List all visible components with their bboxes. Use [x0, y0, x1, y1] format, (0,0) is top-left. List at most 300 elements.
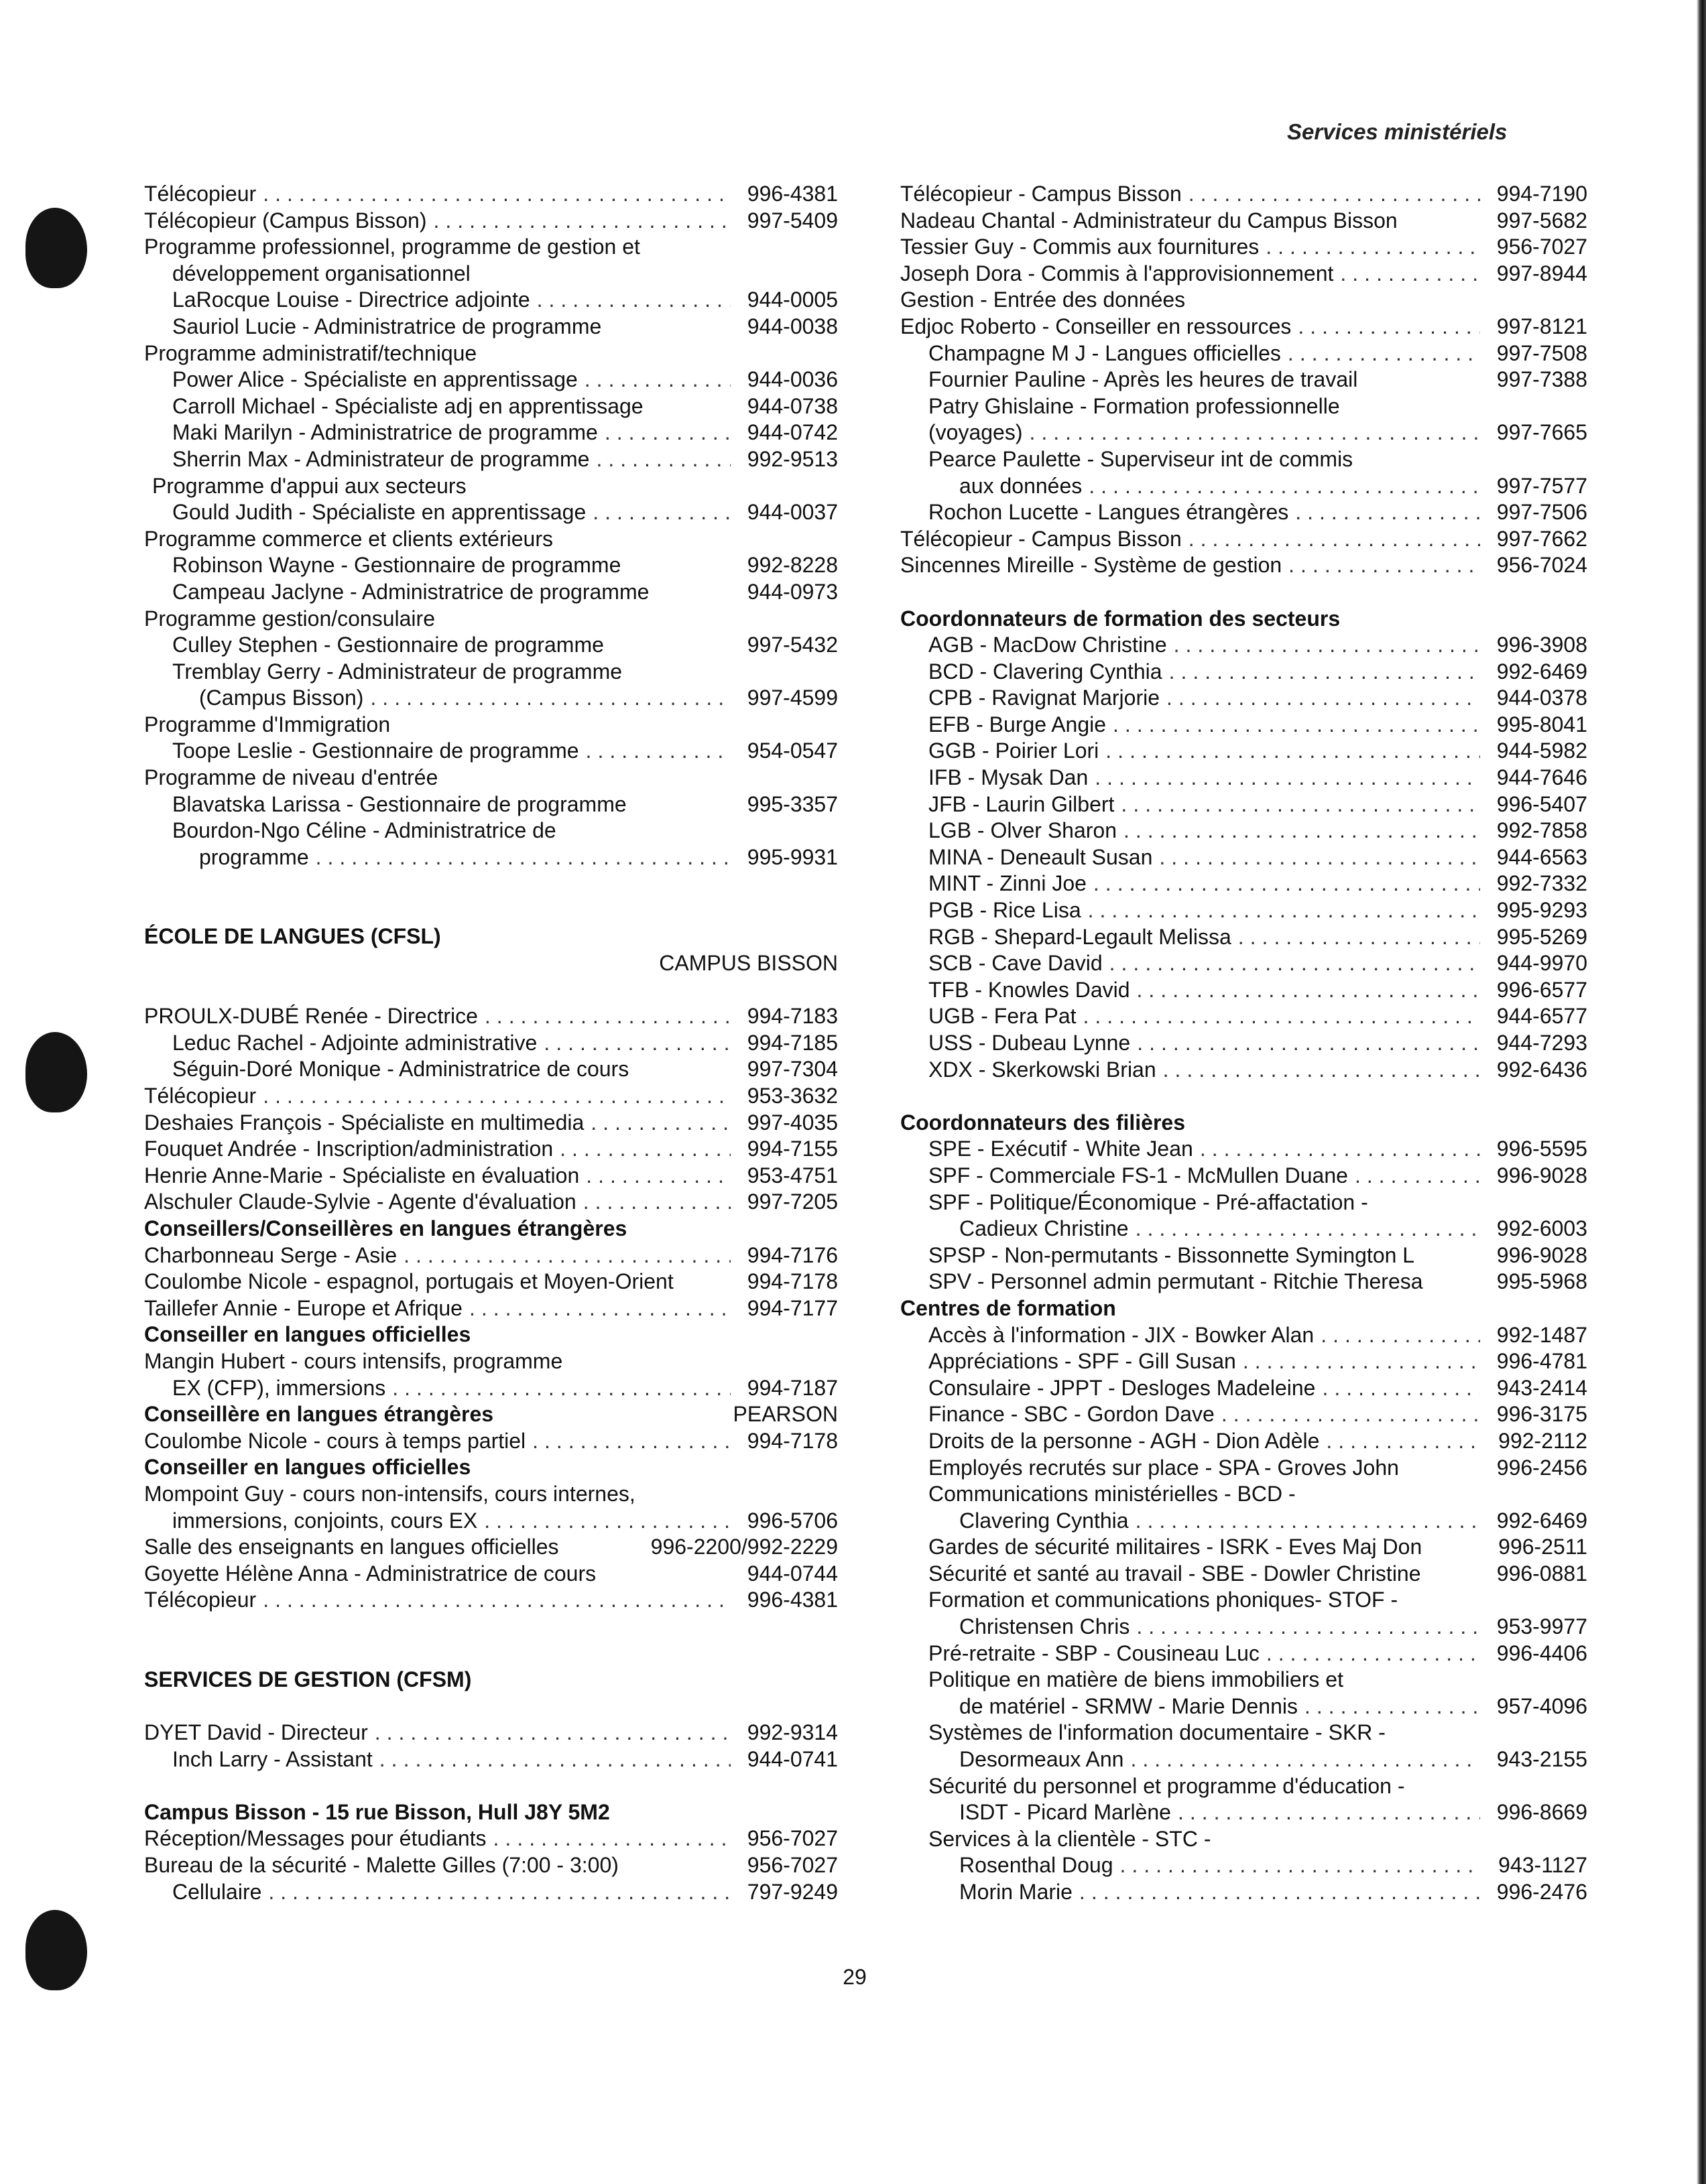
- entry-label: programme: [199, 844, 309, 869]
- entry-label: Centres de formation: [900, 1295, 1116, 1320]
- entry-label: Formation et communications phoniques- STOF -: [928, 1588, 1398, 1612]
- directory-entry: [144, 1746, 838, 1773]
- phone-number: 953-3632: [747, 1084, 838, 1108]
- directory-entry: [900, 367, 1587, 393]
- directory-entry: [900, 1322, 1587, 1349]
- phone-number: 944-6577: [1496, 1004, 1587, 1029]
- phone-number: 994-7177: [747, 1295, 838, 1320]
- directory-entry: [900, 1057, 1587, 1084]
- entry-label: Séguin-Doré Monique - Administratrice de cours: [172, 1057, 629, 1082]
- entry-label: Politique en matière de biens immobiliers et: [928, 1667, 1343, 1692]
- phone-number: 944-0378: [1496, 686, 1587, 710]
- phone-number: 992-6469: [1496, 1508, 1587, 1533]
- entry-label: Gardes de sécurité militaires - ISRK - Eves Maj Don: [928, 1535, 1422, 1559]
- entry-label: Taillefer Annie - Europe et Afrique: [144, 1295, 463, 1320]
- entry-label: Clavering Cynthia: [959, 1508, 1129, 1533]
- phone-number: 996-2200/992-2229: [650, 1535, 838, 1559]
- directory-entry: [900, 632, 1587, 659]
- phone-number: 996-3175: [1496, 1402, 1587, 1427]
- entry-label: Programme administratif/technique: [144, 340, 477, 365]
- section-heading: [900, 1110, 1587, 1137]
- directory-entry: [900, 924, 1587, 951]
- dot-leader: [583, 1189, 731, 1216]
- directory-entry: [900, 1481, 1587, 1508]
- phone-number: 996-8669: [1496, 1800, 1587, 1825]
- directory-entry: [900, 181, 1587, 208]
- dot-leader: [1288, 552, 1480, 579]
- dot-leader: [1113, 712, 1480, 738]
- entry-label: RGB - Shepard-Legault Melissa: [928, 924, 1231, 949]
- entry-label: SPE - Exécutif - White Jean: [928, 1137, 1193, 1161]
- directory-entry: [900, 844, 1587, 871]
- directory-entry: [900, 1693, 1587, 1720]
- entry-label: Power Alice - Spécialiste en apprentissage: [172, 367, 578, 392]
- directory-entry: [900, 1720, 1587, 1746]
- entry-label: Télécopieur (Campus Bisson): [144, 208, 427, 233]
- entry-label: Télécopieur: [144, 182, 257, 206]
- dot-leader: [485, 1003, 731, 1030]
- phone-number: 996-4381: [747, 1588, 838, 1612]
- entry-label: (voyages): [928, 420, 1023, 445]
- entry-label: Programme gestion/consulaire: [144, 606, 435, 631]
- entry-label: Blavatska Larissa - Gestionnaire de programme: [172, 791, 627, 816]
- phone-number: 944-0742: [747, 420, 838, 445]
- phone-number: 997-7665: [1496, 420, 1587, 445]
- dot-leader: [1200, 1136, 1480, 1163]
- phone-number: 997-5682: [1496, 208, 1587, 233]
- dot-leader: [586, 738, 731, 765]
- directory-entry: [144, 1825, 838, 1852]
- phone-number: 995-5968: [1496, 1269, 1587, 1294]
- phone-number: 956-7027: [747, 1853, 838, 1878]
- phone-number: 997-8944: [1496, 261, 1587, 285]
- punch-hole-3: [25, 1910, 87, 1990]
- entry-label: Employés recrutés sur place - SPA - Groves John: [928, 1455, 1399, 1480]
- dot-leader: [1083, 1003, 1481, 1030]
- entry-label: SPSP - Non-permutants - Bissonnette Symington L: [928, 1242, 1415, 1267]
- dot-leader: [263, 1587, 731, 1614]
- directory-entry: [900, 446, 1587, 473]
- directory-entry: [900, 1799, 1587, 1826]
- entry-label: Campeau Jaclyne - Administratrice de programme: [172, 579, 650, 604]
- phone-number: 996-5595: [1496, 1137, 1587, 1161]
- directory-entry: [144, 1428, 838, 1455]
- entry-label: TFB - Knowles David: [928, 977, 1130, 1002]
- directory-entry: [144, 1481, 838, 1508]
- phone-number: 992-6003: [1496, 1216, 1587, 1241]
- directory-entry: [900, 1852, 1587, 1879]
- section-heading: [144, 1322, 838, 1348]
- directory-entry: [900, 1746, 1587, 1773]
- directory-entry: [144, 606, 838, 633]
- entry-label: EFB - Burge Angie: [928, 712, 1107, 736]
- directory-entry: [144, 261, 838, 287]
- directory-entry: [900, 1587, 1587, 1614]
- phone-number: 956-7027: [1496, 235, 1587, 259]
- entry-label: LaRocque Louise - Directrice adjointe: [172, 287, 530, 312]
- entry-label: Fournier Pauline - Après les heures de travail: [928, 367, 1358, 392]
- directory-entry: [900, 1163, 1587, 1190]
- dot-leader: [1136, 1508, 1480, 1535]
- entry-label: XDX - Skerkowski Brian: [928, 1057, 1156, 1082]
- directory-entry: [900, 659, 1587, 686]
- entry-label: Culley Stephen - Gestionnaire de programme: [172, 633, 604, 657]
- entry-label: Tessier Guy - Commis aux fournitures: [900, 235, 1260, 259]
- phone-number: 996-9028: [1496, 1242, 1587, 1267]
- phone-number: 996-0881: [1496, 1561, 1587, 1586]
- directory-entry: [900, 818, 1587, 844]
- phone-number: 944-0741: [747, 1746, 838, 1771]
- dot-leader: [596, 446, 731, 473]
- directory-entry: [144, 685, 838, 712]
- phone-number: 992-9513: [747, 446, 838, 471]
- entry-label: Droits de la personne - AGH - Dion Adèle: [928, 1428, 1320, 1453]
- directory-entry: [900, 1667, 1587, 1693]
- directory-entry: [144, 208, 838, 235]
- phone-number: PEARSON: [733, 1402, 838, 1427]
- dot-leader: [1119, 1852, 1480, 1879]
- dot-leader: [1130, 1746, 1480, 1773]
- phone-number: 992-9314: [747, 1720, 838, 1745]
- entry-label: Goyette Hélène Anna - Administratrice de cours: [144, 1561, 597, 1586]
- section-heading: [144, 1667, 838, 1693]
- phone-number: 997-7205: [747, 1190, 838, 1214]
- directory-entry: [900, 234, 1587, 261]
- directory-entry: [900, 340, 1587, 367]
- entry-label: Salle des enseignants en langues officielles: [144, 1535, 559, 1559]
- entry-label: JFB - Laurin Gilbert: [928, 791, 1115, 816]
- directory-entry: [900, 393, 1587, 420]
- entry-label: immersions, conjoints, cours EX: [172, 1508, 478, 1533]
- entry-label: Coordonnateurs de formation des secteurs: [900, 606, 1341, 631]
- directory-entry: [900, 287, 1587, 314]
- entry-label: Pearce Paulette - Superviseur int de commis: [928, 446, 1353, 471]
- entry-label: Télécopieur - Campus Bisson: [900, 526, 1182, 551]
- entry-label: PGB - Rice Lisa: [928, 898, 1081, 923]
- directory-entry: [900, 1216, 1587, 1242]
- directory-entry: [144, 552, 838, 579]
- phone-number: 995-5269: [1496, 924, 1587, 949]
- phone-number: 944-0038: [747, 314, 838, 338]
- directory-entry: [144, 1030, 838, 1057]
- entry-label: Réception/Messages pour étudiants: [144, 1826, 487, 1851]
- phone-number: 997-8121: [1496, 314, 1587, 338]
- dot-leader: [1137, 1030, 1480, 1057]
- entry-label: Patry Ghislaine - Formation professionnelle: [928, 393, 1340, 418]
- spacer: [144, 871, 838, 923]
- directory-entry: [144, 791, 838, 818]
- entry-label: Leduc Rachel - Adjointe administrative: [172, 1030, 538, 1055]
- section-heading: [900, 606, 1587, 633]
- phone-number: 996-5407: [1496, 791, 1587, 816]
- phone-number: 994-7187: [747, 1375, 838, 1400]
- dot-leader: [1321, 1322, 1480, 1349]
- phone-number: 996-4406: [1496, 1641, 1587, 1665]
- phone-number: 944-0036: [747, 367, 838, 392]
- phone-number: 996-4381: [747, 182, 838, 206]
- entry-label: Conseillère en langues étrangères: [144, 1402, 494, 1427]
- entry-label: Programme professionnel, programme de gestion et: [144, 235, 640, 259]
- entry-label: Programme de niveau d'entrée: [144, 765, 438, 790]
- entry-label: Bourdon-Ngo Céline - Administratrice de: [172, 818, 556, 843]
- directory-entry: [900, 420, 1587, 446]
- entry-label: ISDT - Picard Marlène: [959, 1800, 1171, 1825]
- entry-label: développement organisationnel: [172, 261, 471, 285]
- phone-number: 944-6563: [1496, 844, 1587, 869]
- entry-label: Programme d'appui aux secteurs: [152, 473, 467, 498]
- directory-entry: [144, 632, 838, 659]
- dot-leader: [1159, 844, 1480, 871]
- entry-label: Sincennes Mireille - Système de gestion: [900, 553, 1282, 578]
- directory-entry: [144, 287, 838, 314]
- entry-label: IFB - Mysak Dan: [928, 765, 1089, 790]
- dot-leader: [1266, 1641, 1480, 1667]
- entry-label: PROULX-DUBÉ Renée - Directrice: [144, 1004, 478, 1029]
- entry-label: Télécopieur - Campus Bisson: [900, 182, 1182, 206]
- phone-number: 943-2414: [1496, 1375, 1587, 1400]
- directory-entry: [900, 1401, 1587, 1428]
- entry-label: Services à la clientèle - STC -: [928, 1826, 1211, 1851]
- spacer: [900, 579, 1587, 606]
- dot-leader: [1088, 897, 1480, 924]
- dot-leader: [493, 1825, 731, 1852]
- entry-label: Rosenthal Doug: [959, 1853, 1113, 1878]
- phone-number: 944-0744: [747, 1561, 838, 1586]
- directory-entry: [144, 181, 838, 208]
- phone-number: 995-9931: [747, 844, 838, 869]
- directory-entry: [900, 1375, 1587, 1402]
- directory-entry: [144, 844, 838, 871]
- entry-label: GGB - Poirier Lori: [928, 738, 1099, 763]
- phone-number: 992-8228: [747, 553, 838, 578]
- phone-number: 996-4781: [1496, 1349, 1587, 1374]
- directory-entry: [144, 420, 838, 446]
- spacer: [144, 977, 838, 1004]
- phone-number: 996-6577: [1496, 977, 1587, 1002]
- entry-label: Sécurité du personnel et programme d'éducation -: [928, 1773, 1405, 1798]
- phone-number: 996-9028: [1496, 1163, 1587, 1187]
- entry-label: Conseiller en langues officielles: [144, 1455, 471, 1480]
- phone-number: 944-0738: [747, 393, 838, 418]
- dot-leader: [263, 1083, 731, 1110]
- entry-label: Henrie Anne-Marie - Spécialiste en évaluation: [144, 1163, 580, 1187]
- directory-entry: [900, 526, 1587, 553]
- phone-number: 992-7332: [1496, 871, 1587, 896]
- directory-entry: [144, 659, 838, 686]
- directory-entry: [144, 234, 838, 261]
- directory-entry: [144, 1269, 838, 1295]
- directory-entry: [144, 579, 838, 606]
- entry-label: Conseillers/Conseillères en langues étrangères: [144, 1216, 627, 1240]
- phone-number: 996-3908: [1496, 633, 1587, 657]
- directory-entry: [144, 1561, 838, 1588]
- directory-entry: [144, 1720, 838, 1746]
- directory-entry: [900, 1879, 1587, 1906]
- phone-number: 992-1487: [1496, 1322, 1587, 1347]
- phone-number: 995-8041: [1496, 712, 1587, 736]
- dot-leader: [1089, 473, 1480, 500]
- section-heading: [144, 1401, 838, 1428]
- directory-entry: [900, 261, 1587, 287]
- directory-entry: [144, 1879, 838, 1906]
- entry-label: Mangin Hubert - cours intensifs, programme: [144, 1348, 563, 1373]
- phone-number: 997-7508: [1496, 340, 1587, 365]
- section-heading: [144, 1799, 838, 1826]
- directory-entry: [144, 1852, 838, 1879]
- directory-entry: [900, 1455, 1587, 1482]
- phone-number: 994-7183: [747, 1004, 838, 1029]
- phone-number: 997-7577: [1496, 473, 1587, 498]
- directory-entry: [144, 765, 838, 791]
- phone-number: 994-7190: [1496, 182, 1587, 206]
- directory-entry: [900, 1428, 1587, 1455]
- dot-leader: [1174, 632, 1480, 659]
- dot-leader: [605, 420, 731, 446]
- directory-entry: [144, 818, 838, 844]
- dot-leader: [585, 367, 731, 393]
- entry-label: Fouquet Andrée - Inscription/administration: [144, 1137, 554, 1161]
- section-heading: [144, 923, 838, 950]
- page-header: Services ministériels: [1287, 119, 1508, 144]
- phone-number: 997-7388: [1496, 367, 1587, 392]
- entry-label: DYET David - Directeur: [144, 1720, 368, 1745]
- directory-entry: [144, 738, 838, 765]
- phone-number: 944-0005: [747, 287, 838, 312]
- phone-number: 997-5432: [747, 633, 838, 657]
- entry-label: SPF - Commerciale FS-1 - McMullen Duane: [928, 1163, 1348, 1187]
- entry-label: Pré-retraite - SBP - Cousineau Luc: [928, 1641, 1260, 1665]
- dot-leader: [593, 499, 731, 526]
- directory-entry: [144, 950, 838, 977]
- directory-entry: [900, 473, 1587, 500]
- entry-label: Carroll Michael - Spécialiste adj en apprentissage: [172, 393, 644, 418]
- left-column: [144, 181, 838, 1905]
- directory-entry: [144, 1295, 838, 1322]
- directory-entry: [144, 1508, 838, 1535]
- phone-number: 992-6469: [1496, 659, 1587, 684]
- dot-leader: [484, 1508, 731, 1535]
- entry-label: Cadieux Christine: [959, 1216, 1129, 1241]
- phone-number: 944-0037: [747, 500, 838, 525]
- dot-leader: [1136, 1614, 1480, 1641]
- dot-leader: [268, 1879, 731, 1906]
- directory-entry: [900, 314, 1587, 340]
- phone-number: 944-0973: [747, 579, 838, 604]
- dot-leader: [469, 1295, 731, 1322]
- entry-label: CPB - Ravignat Marjorie: [928, 686, 1160, 710]
- entry-label: Conseiller en langues officielles: [144, 1322, 471, 1347]
- dot-leader: [1163, 1057, 1480, 1084]
- phone-number: 992-2112: [1498, 1428, 1587, 1453]
- dot-leader: [1326, 1428, 1480, 1455]
- phone-number: 954-0547: [747, 738, 838, 763]
- directory-entry: [900, 685, 1587, 712]
- phone-number: 944-9970: [1496, 951, 1587, 976]
- entry-label: Alschuler Claude-Sylvie - Agente d'évaluation: [144, 1190, 576, 1214]
- phone-number: 953-9977: [1496, 1614, 1587, 1639]
- entry-label: Consulaire - JPPT - Desloges Madeleine: [928, 1375, 1316, 1400]
- dot-leader: [263, 181, 731, 208]
- entry-label: Campus Bisson - 15 rue Bisson, Hull J8Y 5M2: [144, 1799, 610, 1824]
- section-heading: [144, 1454, 838, 1481]
- phone-number: 995-3357: [747, 791, 838, 816]
- entry-label: Tremblay Gerry - Administrateur de programme: [172, 659, 623, 684]
- entry-label: SPV - Personnel admin permutant - Ritchie Theresa: [928, 1269, 1423, 1294]
- entry-label: Charbonneau Serge - Asie: [144, 1242, 398, 1267]
- phone-number: 997-7304: [747, 1057, 838, 1082]
- phone-number: 996-2511: [1498, 1535, 1587, 1559]
- entry-label: Mompoint Guy - cours non-intensifs, cours internes,: [144, 1481, 635, 1506]
- directory-entry: [144, 314, 838, 340]
- punch-hole-1: [25, 208, 87, 288]
- entry-label: Cellulaire: [172, 1879, 262, 1904]
- directory-entry: [900, 977, 1587, 1004]
- phone-number: 997-4599: [747, 686, 838, 710]
- directory-entry: [900, 765, 1587, 791]
- phone-number: 994-7178: [747, 1428, 838, 1453]
- right-column: [900, 181, 1587, 1906]
- dot-leader: [1178, 1799, 1480, 1826]
- entry-label: MINT - Zinni Joe: [928, 871, 1087, 896]
- dot-leader: [379, 1746, 731, 1773]
- directory-entry: [900, 1641, 1587, 1667]
- phone-number: 997-5409: [747, 208, 838, 233]
- directory-entry: [900, 1508, 1587, 1535]
- phone-number: 797-9249: [747, 1879, 838, 1904]
- directory-entry: [144, 1375, 838, 1402]
- phone-number: 994-7178: [747, 1269, 838, 1294]
- entry-label: Desormeaux Ann: [959, 1747, 1124, 1772]
- dot-leader: [1136, 1216, 1480, 1242]
- dot-leader: [1298, 314, 1480, 340]
- section-heading: [900, 1295, 1587, 1322]
- dot-leader: [1169, 659, 1480, 686]
- directory-entry: [144, 1110, 838, 1137]
- punch-hole-2: [25, 1032, 87, 1112]
- dot-leader: [434, 208, 731, 235]
- directory-entry: [900, 738, 1587, 765]
- entry-label: Accès à l'information - JIX - Bowker Alan: [928, 1322, 1315, 1347]
- dot-leader: [1109, 950, 1480, 977]
- directory-entry: [144, 1083, 838, 1110]
- entry-label: AGB - MacDow Christine: [928, 633, 1167, 657]
- directory-entry: [900, 1773, 1587, 1800]
- entry-label: Programme d'Immigration: [144, 712, 391, 736]
- phone-number: 996-5706: [747, 1508, 838, 1533]
- page-number: 29: [843, 1965, 867, 1989]
- dot-leader: [1221, 1401, 1480, 1428]
- entry-label: de matériel - SRMW - Marie Dennis: [959, 1693, 1298, 1718]
- directory-entry: [144, 340, 838, 367]
- dot-leader: [1123, 818, 1480, 844]
- directory-entry: [900, 1136, 1587, 1163]
- entry-label: BCD - Clavering Cynthia: [928, 659, 1162, 684]
- dot-leader: [1121, 791, 1480, 818]
- entry-label: Inch Larry - Assistant: [172, 1746, 373, 1771]
- phone-number: 953-4751: [747, 1163, 838, 1187]
- entry-label: Champagne M J - Langues officielles: [928, 340, 1281, 365]
- dot-leader: [560, 1136, 731, 1163]
- dot-leader: [537, 287, 731, 314]
- spacer: [144, 1773, 838, 1799]
- entry-label: Morin Marie: [959, 1880, 1073, 1904]
- dot-leader: [392, 1375, 731, 1402]
- entry-label: Gould Judith - Spécialiste en apprentissage: [172, 500, 587, 525]
- directory-entry: [900, 712, 1587, 738]
- dot-leader: [544, 1030, 731, 1057]
- entry-label: Edjoc Roberto - Conseiller en ressources: [900, 314, 1292, 338]
- entry-label: SCB - Cave David: [928, 951, 1103, 976]
